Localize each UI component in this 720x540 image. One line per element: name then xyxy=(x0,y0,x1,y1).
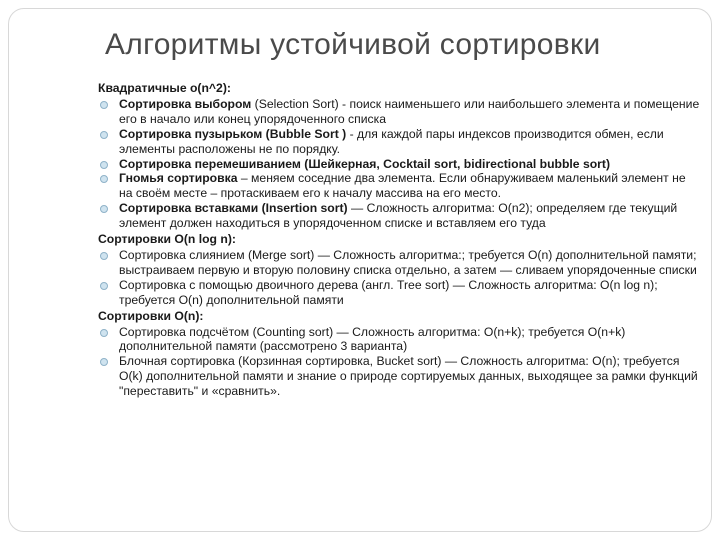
list-item xyxy=(98,248,702,278)
list-item xyxy=(98,278,702,308)
bullet-icon xyxy=(100,252,108,260)
list-item xyxy=(98,127,702,157)
bullet-icon xyxy=(100,329,108,337)
bullet-icon xyxy=(100,205,108,213)
bullet-icon xyxy=(100,282,108,290)
bullet-icon xyxy=(100,131,108,139)
list-item xyxy=(98,97,702,127)
item-bold: Сортировка выбором xyxy=(119,96,252,111)
list-item xyxy=(98,157,702,172)
item-text: Сортировка слиянием (Merge sort) — Сложность алгоритма:; требуется O(n) дополнительной памяти; выстраиваем первую и вторую половину списка отдельно, а затем — сливаем упорядоченные списки xyxy=(119,247,697,277)
slide-content xyxy=(98,80,702,399)
section-heading: Сортировки O(n): xyxy=(98,308,204,323)
list-item xyxy=(98,354,702,399)
item-text: - для каждой пары индексов производится обмен, если элементы расположены не по порядку. xyxy=(119,126,664,156)
item-text: — Сложность алгоритма: O(n2); определяем где текущий элемент должен находиться в упорядоченном списке и вставляем его туда xyxy=(119,201,678,231)
list-item xyxy=(98,171,702,201)
item-bold: Гномья сортировка xyxy=(119,171,238,186)
list-item xyxy=(98,201,702,231)
item-bold: Сортировка вставками (Insertion sort) xyxy=(119,201,348,216)
section-heading: Квадратичные o(n^2): xyxy=(98,81,231,95)
item-text: – меняем соседние два элемента. Если обнаруживаем маленький элемент не на своём месте – протаскиваем его к началу массива на его место. xyxy=(119,171,686,201)
item-text: (Selection Sort) - поиск наименьшего или наибольшего элемента и помещение его в начало или конец упорядоченного списка xyxy=(119,96,700,126)
slide-title: Алгоритмы устойчивой сортировки xyxy=(105,28,601,61)
item-text: Сортировка подсчётом (Counting sort) — Сложность алгоритма: O(n+k); требуется O(n+k) дополнительной памяти (рассмотрено 3 варианта) xyxy=(119,324,626,354)
item-bold: Сортировка перемешиванием (Шейкерная, Cocktail sort, bidirectional bubble sort) xyxy=(119,156,611,171)
section-heading: Сортировки O(n log n): xyxy=(98,232,236,247)
bullet-icon xyxy=(100,358,108,366)
bullet-icon xyxy=(100,161,108,169)
bullet-icon xyxy=(100,175,108,183)
list-item xyxy=(98,325,702,355)
item-bold: Сортировка пузырьком (Bubble Sort ) xyxy=(119,126,347,141)
item-text: Блочная сортировка (Корзинная сортировка, Bucket sort) — Сложность алгоритма: O(n); требуется O(k) дополнительной памяти и знание о природе сортируемых данных, выходящее за рамки функций "переставить" и «сравнить». xyxy=(119,354,698,399)
bullet-icon xyxy=(100,101,108,109)
item-text: Сортировка с помощью двоичного дерева (англ. Tree sort) — Сложность алгоритма: O(n log n); требуется O(n) дополнительной памяти xyxy=(119,277,658,307)
